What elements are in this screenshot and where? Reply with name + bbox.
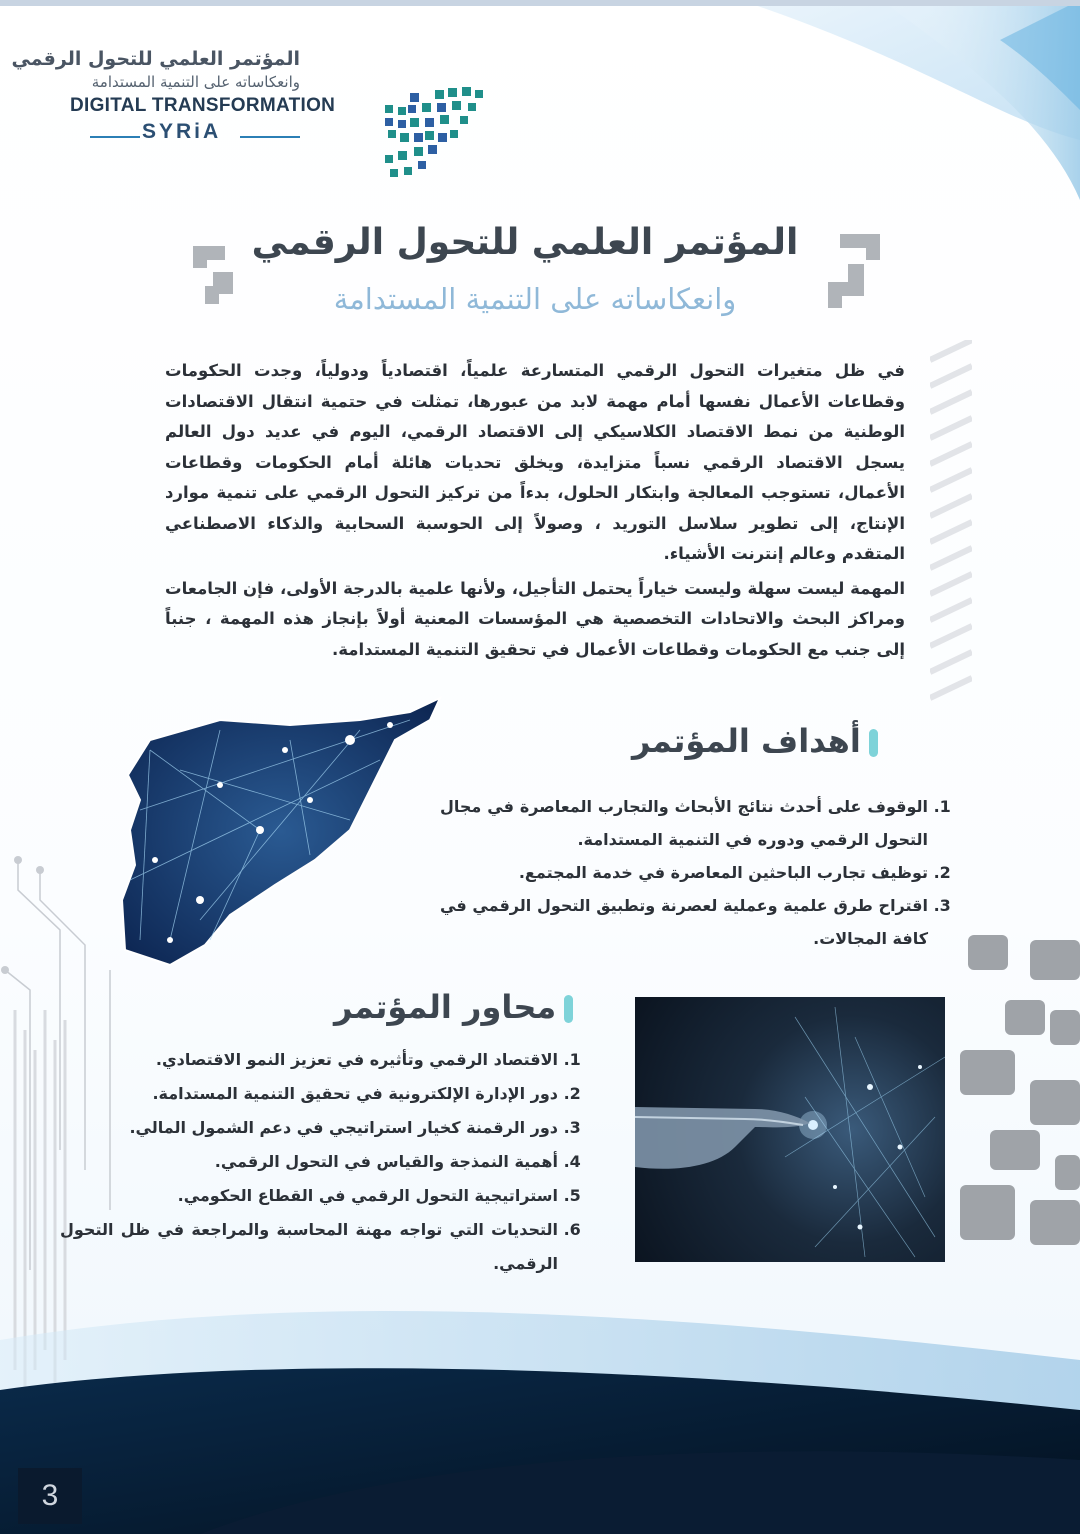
logo-arabic-title: المؤتمر العلمي للتحول الرقمي xyxy=(11,48,300,70)
decorative-squares xyxy=(930,930,1080,1260)
syria-network-map xyxy=(110,690,445,980)
intro-paragraph-2: المهمة ليست سهلة وليست خياراً يحتمل التأجيل، ولأنها علمية بالدرجة الأولى، فإن الجامعات ومراكز البحث والاتحادات التخصصية هي المؤسسات المعنية أولاً بإنجاز هذه المهمة ، جنباً إلى جنب مع الحكومات وقطاعات الأعمال في تحقيق التنمية المستدامة. xyxy=(165,578,905,659)
axis-item: 1. الاقتصاد الرقمي وتأثيره في تعزيز النمو الاقتصادي. xyxy=(60,1043,558,1077)
heading-accent-bar xyxy=(564,995,573,1023)
logo-line-right xyxy=(240,136,300,138)
conference-logo xyxy=(11,40,450,150)
page-title: المؤتمر العلمي للتحول الرقمي xyxy=(251,222,799,263)
digital-hand-icon xyxy=(635,997,945,1262)
logo-english-title: DIGITAL TRANSFORMATION xyxy=(70,95,336,116)
axis-item: 3. دور الرقمنة كخيار استراتيجي في دعم الشمول المالي. xyxy=(60,1111,558,1145)
intro-paragraph-1: في ظل متغيرات التحول الرقمي المتسارعة علمياً، اقتصادياً ودولياً، وجدت الحكومات وقطاعات الأعمال نفسها أمام مهمة لابد من عبورها، تمثلت في حتمية انتقال الاقتصادات الوطنية من نمط الاقتصاد الكلاسيكي إلى الاقتصاد الرقمي، اليوم في عديد دول العالم يسجل الاقتصاد الرقمي نسباً متزايدة، ويخلق تحديات هائلة أمام الحكومات وقطاعات الأعمال، تستوجب المعالجة وابتكار الحلول، بدءاً من تركيز التحول الرقمي على تنمية موارد الإنتاج، إلى تطوير سلاسل التوريد ، وصولاً إلى الحوسبة السحابية والذكاء الاصطناعي المتقدم وعالم إنترنت الأشياء. xyxy=(165,361,905,563)
goal-item: 1. الوقوف على أحدث نتائج الأبحاث والتجارب المعاصرة في مجال التحول الرقمي ودوره في التنمية المستدامة. xyxy=(440,790,928,856)
axes-list xyxy=(60,1043,584,1281)
pixel-mark-icon xyxy=(380,85,490,180)
axis-item: 6. التحديات التي تواجه مهنة المحاسبة والمراجعة في ظل التحول الرقمي. xyxy=(60,1213,558,1281)
axis-item: 4. أهمية النمذجة والقياس في التحول الرقمي. xyxy=(60,1145,558,1179)
page-subtitle: وانعكاساته على التنمية المستدامة xyxy=(333,282,737,316)
goals-heading xyxy=(632,722,878,760)
heading-accent-bar xyxy=(869,729,878,757)
axis-item: 5. استراتيجية التحول الرقمي في القطاع الحكومي. xyxy=(60,1179,558,1213)
page-number: 3 xyxy=(18,1468,82,1524)
logo-syria: SYRiA xyxy=(142,120,222,143)
goal-item: 2. توظيف تجارب الباحثين المعاصرة في خدمة المجتمع. xyxy=(440,856,928,889)
goals-heading-text: أهداف المؤتمر xyxy=(632,722,861,760)
intro-text xyxy=(165,356,905,669)
axes-heading-text: محاور المؤتمر xyxy=(334,988,557,1026)
decorative-hatch xyxy=(930,340,972,720)
goal-item: 3. اقتراح طرق علمية وعملية لعصرنة وتطبيق التحول الرقمي في كافة المجالات. xyxy=(440,889,928,955)
decorative-bottom-wave xyxy=(0,1300,1080,1534)
goals-list xyxy=(440,790,954,955)
logo-line-left xyxy=(90,136,140,138)
logo-arabic-subtitle: وانعكاساته على التنمية المستدامة xyxy=(91,73,300,91)
bracket-right-icon xyxy=(818,230,888,310)
digital-hand-image xyxy=(635,997,945,1262)
axes-heading xyxy=(334,988,573,1026)
axis-item: 2. دور الإدارة الإلكترونية في تحقيق التنمية المستدامة. xyxy=(60,1077,558,1111)
